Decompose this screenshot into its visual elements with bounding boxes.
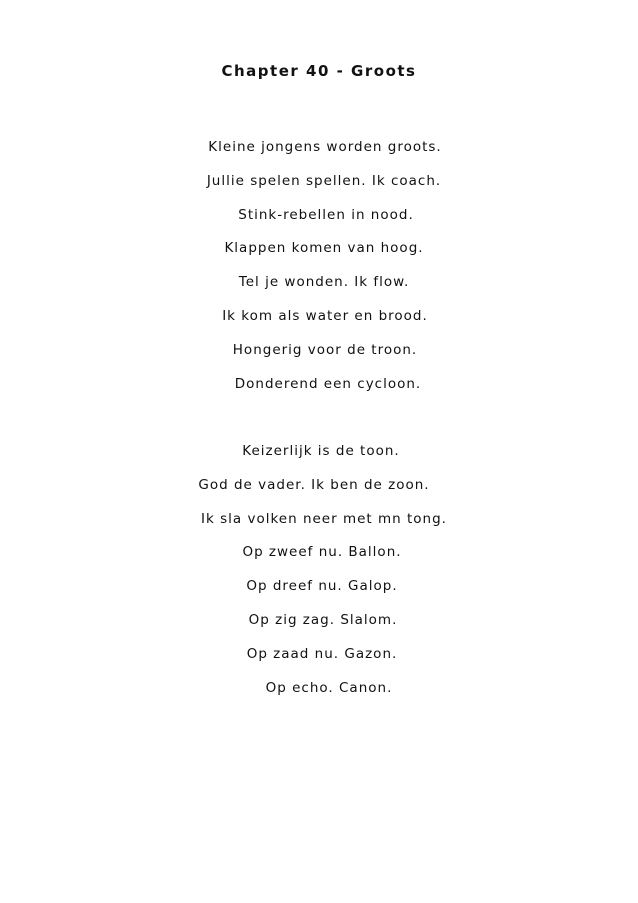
poem-line: Kleine jongens worden groots.	[208, 139, 442, 155]
poem-line: Donderend een cycloon.	[234, 375, 422, 392]
poem-line: Tel je wonden. Ik flow.	[238, 274, 410, 291]
poem-line: Op zig zag. Slalom.	[248, 611, 398, 628]
poem-line: Op dreef nu. Galop.	[246, 578, 398, 595]
poem-line: Op zaad nu. Gazon.	[246, 645, 398, 662]
poem-line: Hongerig voor de troon.	[232, 341, 418, 358]
poem-line: Keizerlijk is de toon.	[242, 443, 400, 459]
poem-line: Op zweef nu. Ballon.	[242, 544, 402, 561]
poem-line: God de vader. Ik ben de zoon.	[198, 476, 430, 493]
stanza-2	[0, 440, 638, 710]
poem-line: Op echo. Canon.	[265, 679, 393, 696]
poem-line: Ik sla volken neer met mn tong.	[201, 510, 447, 527]
poem-line: Ik kom als water en brood.	[222, 307, 428, 324]
poem-line: Jullie spelen spellen. Ik coach.	[206, 172, 442, 189]
stanza-1	[0, 136, 638, 406]
chapter-title: Chapter 40 - Groots	[221, 62, 417, 80]
poem-line: Klappen komen van hoog.	[224, 240, 424, 257]
poem-line: Stink-rebellen in nood.	[238, 206, 414, 223]
